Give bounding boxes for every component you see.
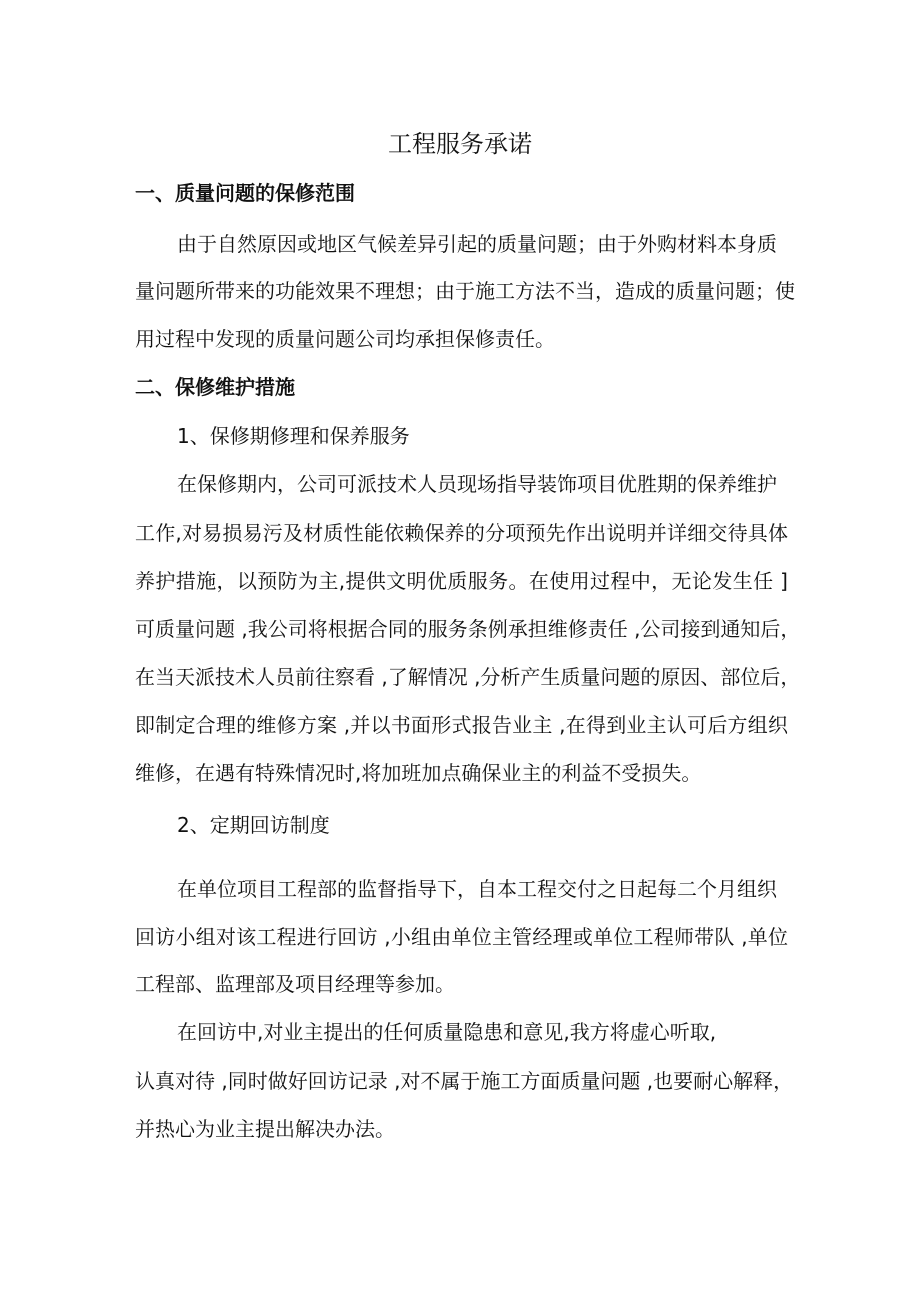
sub1-line-4: 可质量问题 ,我公司将根据合同的服务条例承担维修责任 ,公司接到通知后， xyxy=(135,617,801,641)
sub2-para2-line-1: 在回访中,对业主提出的任何质量隐患和意见,我方将虚心听取, xyxy=(177,1020,717,1044)
sub1-line-6: 即制定合理的维修方案 ,并以书面形式报告业主 ,在得到业主认可后方组织 xyxy=(135,713,788,737)
sub2-para2-line-2: 认真对待 ,同时做好回访记录 ,对不属于施工方面质量问题 ,也要耐心解释， xyxy=(135,1069,794,1093)
sub1-line-7: 维修，在遇有特殊情况时,将加班加点确保业主的利益不受损失。 xyxy=(135,761,702,785)
section-heading-quality-scope: 一、质量问题的保修范围 xyxy=(135,181,355,205)
sub2-para1-line-1: 在单位项目工程部的监督指导下，自本工程交付之日起每二个月组织 xyxy=(177,877,777,901)
sub1-line-2: 工作,对易损易污及材质性能依赖保养的分项预先作出说明并详细交待具体 xyxy=(135,521,788,545)
document-title: 工程服务承诺 xyxy=(388,130,532,158)
sub1-line-3: 养护措施，以预防为主,提供文明优质服务。在使用过程中，无论发生任 ] xyxy=(135,569,788,593)
subsection-heading-warranty-repair: 1、保修期修理和保养服务 xyxy=(177,424,410,448)
section1-line-2: 量问题所带来的功能效果不理想；由于施工方法不当，造成的质量问题；使 xyxy=(135,279,795,303)
sub2-para2-line-3: 并热心为业主提出解决办法。 xyxy=(135,1117,395,1141)
section1-line-3: 用过程中发现的质量问题公司均承担保修责任。 xyxy=(135,327,555,351)
section1-line-1: 由于自然原因或地区气候差异引起的质量问题；由于外购材料本身质 xyxy=(177,232,777,256)
sub2-para1-line-2: 回访小组对该工程进行回访 ,小组由单位主管经理或单位工程师带队 ,单位 xyxy=(135,925,788,949)
sub1-line-1: 在保修期内，公司可派技术人员现场指导装饰项目优胜期的保养维护 xyxy=(177,472,777,496)
subsection-heading-regular-visits: 2、定期回访制度 xyxy=(177,813,330,837)
section-heading-maintenance-measures: 二、保修维护措施 xyxy=(135,375,295,399)
sub2-para1-line-3: 工程部、监理部及项目经理等参加。 xyxy=(135,972,455,996)
sub1-line-5: 在当天派技术人员前往察看 ,了解情况 ,分析产生质量问题的原因、部位后， xyxy=(135,665,801,689)
